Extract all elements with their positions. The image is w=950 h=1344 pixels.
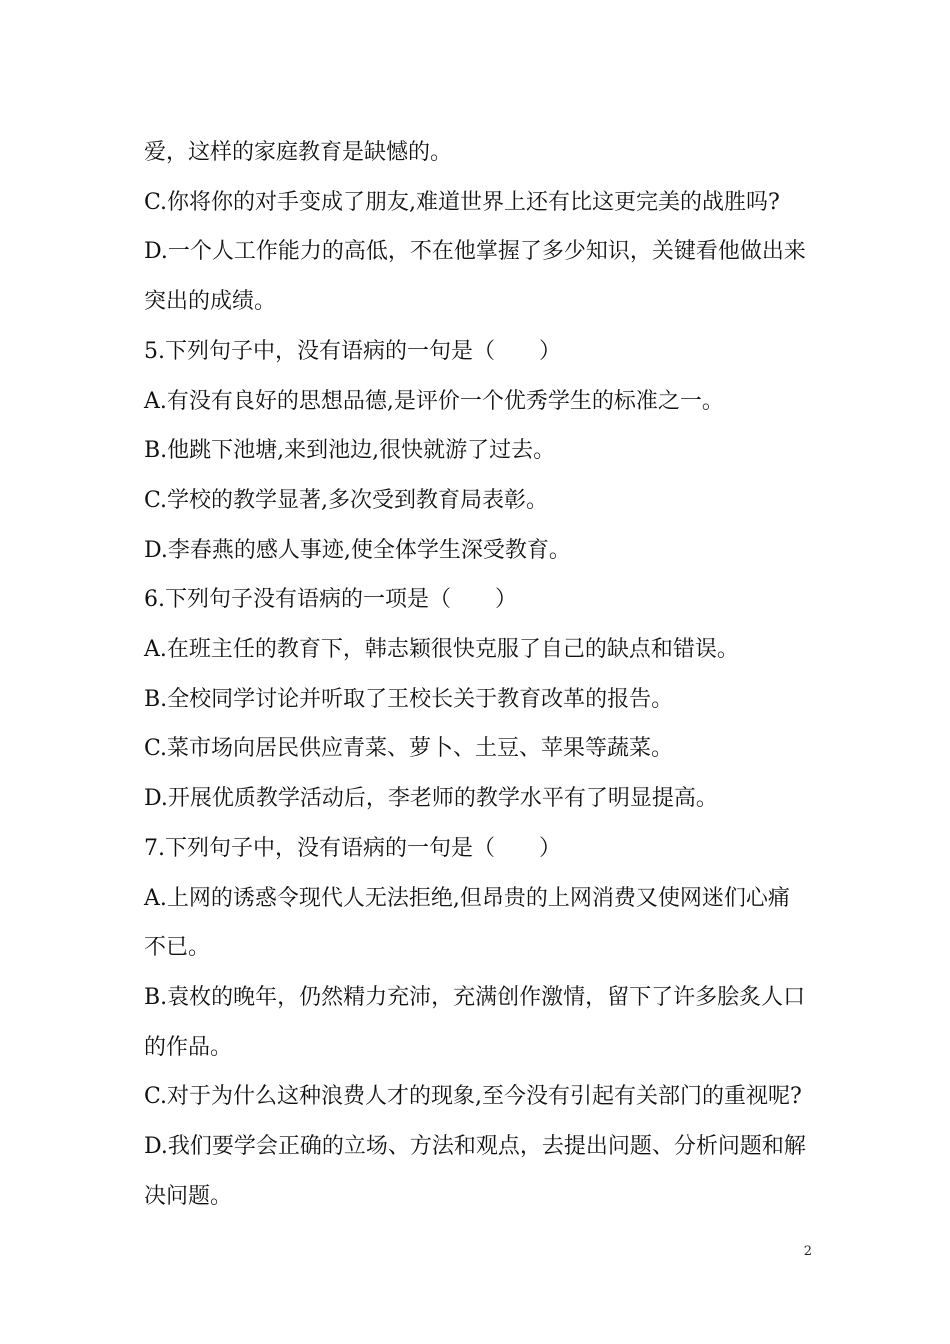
question-5-option-c: C.学校的教学显著,多次受到教育局表彰。 [144, 487, 549, 513]
question-7-option-c: C.对于为什么这种浪费人才的现象,至今没有引起有关部门的重视呢? [144, 1084, 802, 1110]
option-c-line: C.你将你的对手变成了朋友,难道世界上还有比这更完美的战胜吗? [144, 189, 780, 215]
question-6-option-c: C.菜市场向居民供应青菜、萝卜、土豆、苹果等蔬菜。 [144, 736, 674, 762]
document-body [144, 128, 824, 1221]
question-6-stem: 6.下列句子没有语病的一项是（ ） [144, 587, 517, 613]
page-number: 2 [803, 1244, 812, 1259]
question-5-option-b: B.他跳下池塘,来到池边,很快就游了过去。 [144, 438, 556, 464]
text-line: 突出的成绩。 [144, 289, 277, 315]
question-6-option-b: B.全校同学讨论并听取了王校长关于教育改革的报告。 [144, 686, 674, 712]
text-line: 爱，这样的家庭教育是缺憾的。 [144, 140, 453, 165]
question-7-option-a: A.上网的诱惑令现代人无法拒绝,但昂贵的上网消费又使网迷们心痛 [144, 885, 790, 911]
question-7-stem: 7.下列句子中，没有语病的一句是（ ） [144, 835, 561, 861]
question-6-option-a: A.在班主任的教育下，韩志颖很快克服了自己的缺点和错误。 [144, 637, 739, 663]
question-5-option-d: D.李春燕的感人事迹,使全体学生深受教育。 [144, 537, 571, 563]
text-line: 不已。 [144, 935, 211, 961]
question-5-option-a: A.有没有良好的思想品德,是评价一个优秀学生的标准之一。 [144, 388, 724, 414]
question-7-option-d: D.我们要学会正确的立场、方法和观点，去提出问题、分析问题和解 [144, 1134, 806, 1160]
text-line: 的作品。 [144, 1034, 233, 1060]
option-d-line: D.一个人工作能力的高低，不在他掌握了多少知识，关键看他做出来 [144, 239, 806, 265]
text-line: 决问题。 [144, 1183, 233, 1209]
question-7-option-b: B.袁枚的晚年，仍然精力充沛，充满创作激情，留下了许多脍炙人口 [144, 984, 806, 1010]
question-5-stem: 5.下列句子中，没有语病的一句是（ ） [144, 338, 561, 364]
question-6-option-d: D.开展优质教学活动后，李老师的教学水平有了明显提高。 [144, 786, 718, 812]
